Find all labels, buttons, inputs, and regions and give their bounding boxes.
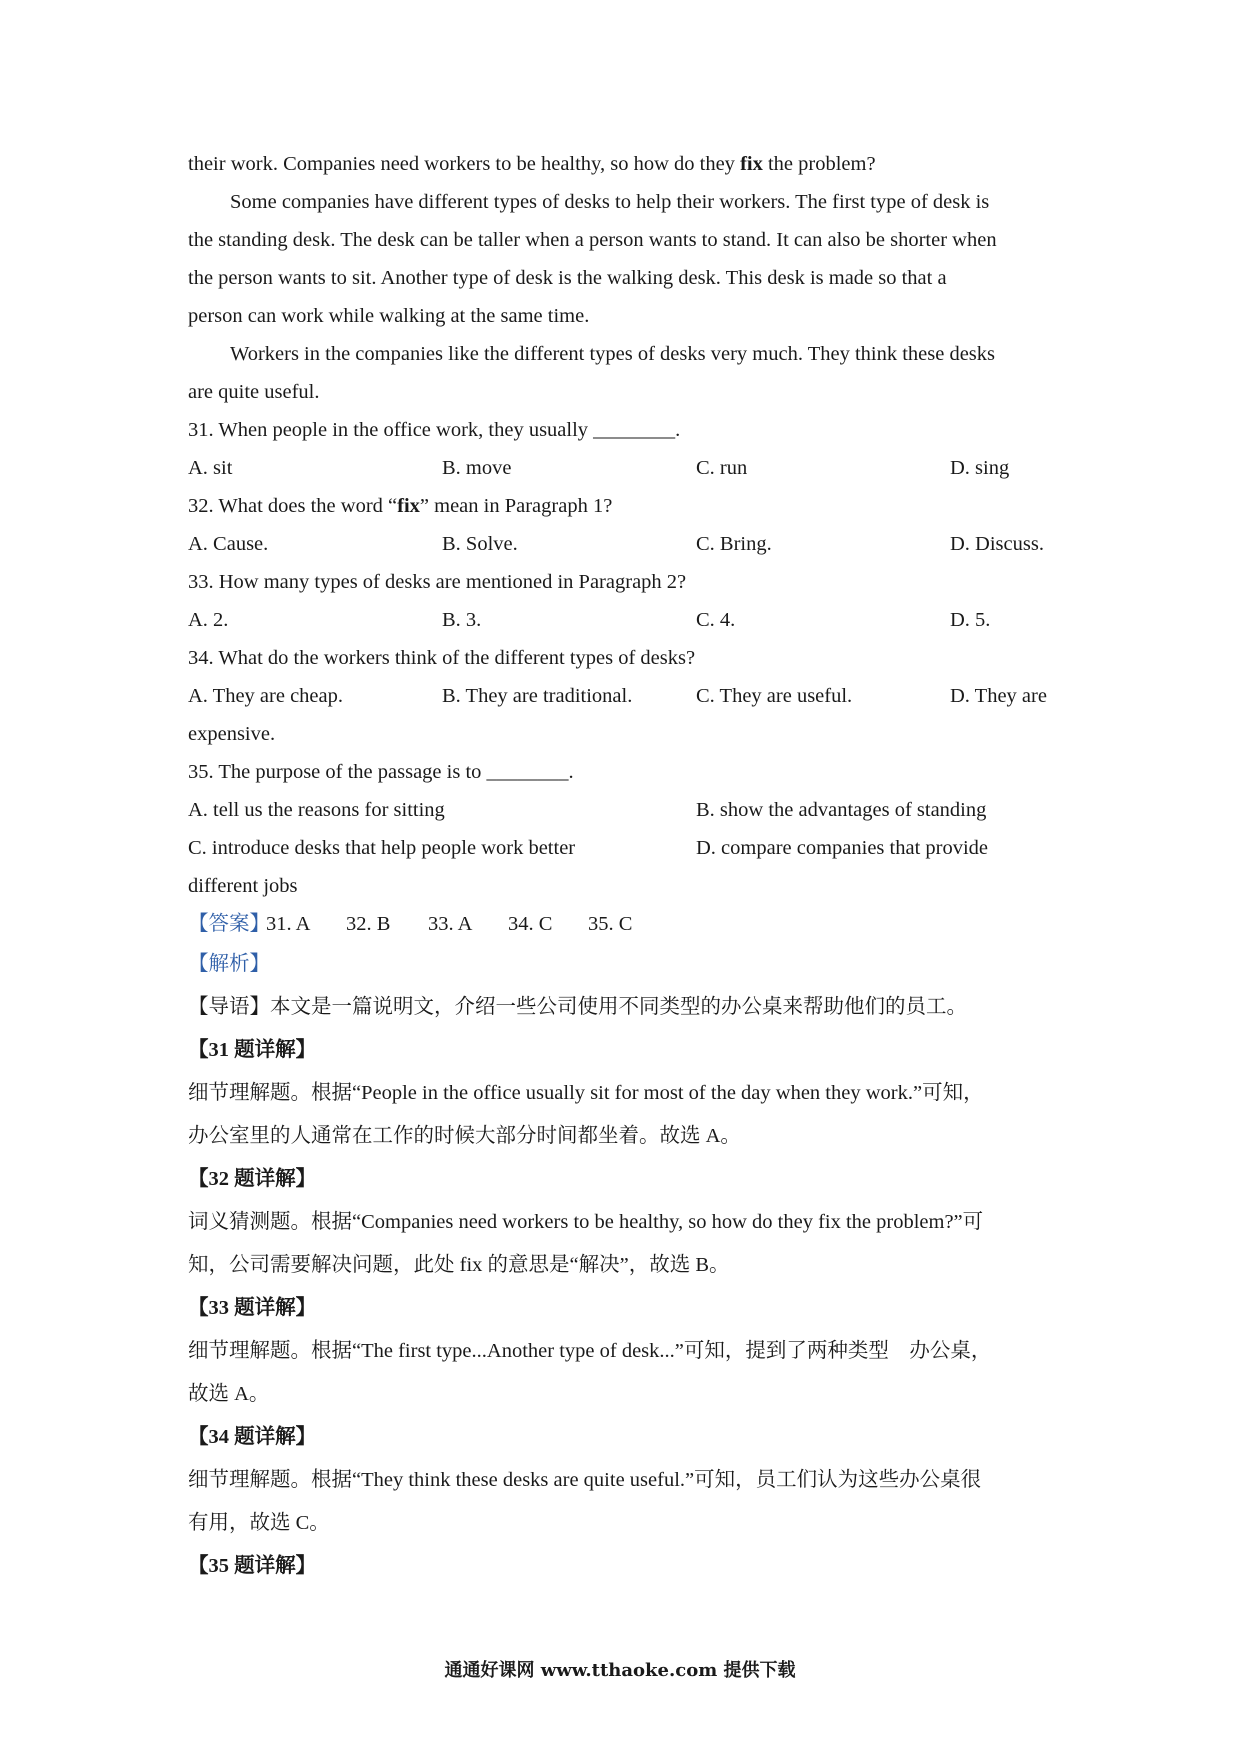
option-row: [188, 525, 1060, 563]
option-wrap: expensive.: [188, 723, 276, 745]
answer-label: 【答案】: [188, 913, 270, 935]
option-a: A. Cause.: [188, 533, 269, 555]
option-row: [188, 601, 1060, 639]
answer-row: [188, 905, 1060, 943]
option-row: [188, 829, 1060, 867]
answer-item: 32. B: [346, 913, 391, 935]
section-head: 【33 题详解】: [188, 1297, 317, 1319]
question-stem: 34. What do the workers think of the different types of desks?: [188, 647, 696, 669]
option-b: B. They are traditional.: [442, 685, 633, 707]
option-c: C. introduce desks that help people work better: [188, 837, 576, 859]
passage-line: are quite useful.: [188, 381, 320, 403]
answer-item: 31. A: [266, 913, 311, 935]
document-page: [188, 145, 1060, 1588]
section-line: 知，公司需要解决问题，此处 fix 的意思是“解决”，故选 B。: [188, 1254, 730, 1276]
section-line: 有用，故选 C。: [188, 1512, 330, 1534]
option-a: A. sit: [188, 457, 233, 479]
option-d: D. Discuss.: [950, 533, 1044, 555]
option-row: [188, 449, 1060, 487]
analysis-intro: 【导语】本文是一篇说明文，介绍一些公司使用不同类型的办公桌来帮助他们的员工。: [188, 996, 967, 1018]
section-head: 【34 题详解】: [188, 1426, 317, 1448]
option-row: [188, 677, 1060, 715]
section-line: 细节理解题。根据“The first type...Another type of desk...”可知，提到了两种类型 办公桌，: [188, 1340, 992, 1362]
question-text: ” mean in Paragraph 1?: [419, 495, 613, 517]
analysis-label: 【解析】: [188, 953, 270, 975]
section-head: 【31 题详解】: [188, 1039, 317, 1061]
passage-line: Some companies have different types of desks to help their workers. The first type of desk is: [230, 191, 990, 213]
passage-line: the standing desk. The desk can be taller when a person wants to stand. It can also be shorter when: [188, 229, 997, 251]
option-b: B. move: [442, 457, 512, 479]
option-a: A. 2.: [188, 609, 229, 631]
passage-line: Workers in the companies like the different types of desks very much. They think these desks: [230, 343, 996, 365]
passage-text: the problem?: [762, 153, 876, 175]
answer-item: 34. C: [508, 913, 553, 935]
keyword-fix: fix: [397, 495, 420, 517]
option-b: B. show the advantages of standing: [696, 799, 987, 821]
keyword-fix: fix: [740, 153, 763, 175]
option-c: C. run: [696, 457, 748, 479]
question-stem: 31. When people in the office work, they usually ________.: [188, 419, 681, 441]
option-b: B. 3.: [442, 609, 482, 631]
option-a: A. They are cheap.: [188, 685, 344, 707]
question-stem: 33. How many types of desks are mentioned in Paragraph 2?: [188, 571, 687, 593]
option-c: C. They are useful.: [696, 685, 853, 707]
option-d: D. compare companies that provide: [696, 837, 989, 859]
option-row: [188, 791, 1060, 829]
option-b: B. Solve.: [442, 533, 518, 555]
section-line: 故选 A。: [188, 1383, 270, 1405]
question-stem: 35. The purpose of the passage is to ________.: [188, 761, 574, 783]
section-head: 【32 题详解】: [188, 1168, 317, 1190]
option-c: C. Bring.: [696, 533, 772, 555]
passage-line: the person wants to sit. Another type of desk is the walking desk. This desk is made so that a: [188, 267, 947, 289]
answer-item: 33. A: [428, 913, 473, 935]
passage-line: person can work while walking at the same time.: [188, 305, 590, 327]
section-line: 细节理解题。根据“People in the office usually sit for most of the day when they work.”可知，: [188, 1082, 984, 1104]
option-d: D. They are: [950, 685, 1047, 707]
section-line: 词义猜测题。根据“Companies need workers to be healthy, so how do they fix the problem?”可: [188, 1211, 984, 1233]
section-line: 细节理解题。根据“They think these desks are quite useful.”可知，员工们认为这些办公桌很: [188, 1469, 982, 1491]
answer-item: 35. C: [588, 913, 633, 935]
option-wrap: different jobs: [188, 875, 298, 897]
option-c: C. 4.: [696, 609, 736, 631]
option-a: A. tell us the reasons for sitting: [188, 799, 445, 821]
passage-text: their work. Companies need workers to be healthy, so how do they: [188, 153, 741, 175]
question-stem: [188, 487, 1060, 525]
option-d: D. 5.: [950, 609, 991, 631]
section-line: 办公室里的人通常在工作的时候大部分时间都坐着。故选 A。: [188, 1125, 741, 1147]
page-footer: 通通好课网 www.tthaoke.com 提供下载: [444, 1660, 796, 1681]
section-head: 【35 题详解】: [188, 1555, 317, 1577]
passage-line: [188, 145, 1060, 183]
question-text: 32. What does the word “: [188, 495, 398, 517]
option-d: D. sing: [950, 457, 1010, 479]
